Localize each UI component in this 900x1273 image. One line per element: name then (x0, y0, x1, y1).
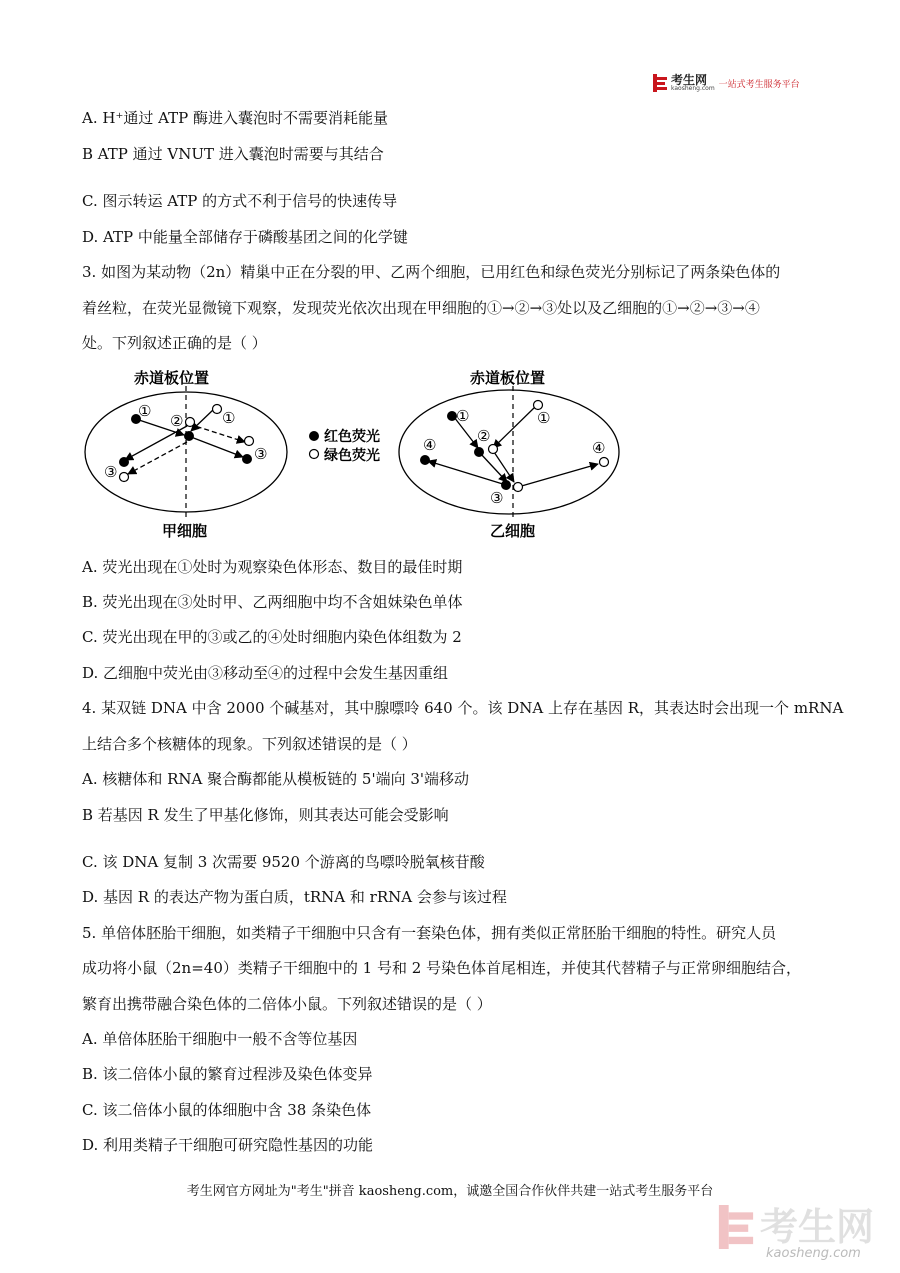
logo-icon (653, 74, 667, 92)
header-logo (653, 74, 800, 92)
legend-red-dot (309, 431, 319, 441)
q3-stem-line2: 着丝粒，在荧光显微镜下观察，发现荧光依次出现在甲细胞的①→②→③处以及乙细胞的①→②→③→④ (82, 299, 760, 317)
left-label-3b: ③ (104, 463, 118, 481)
q4-option-a: A. 核糖体和 RNA 聚合酶都能从模板链的 5'端向 3'端移动 (82, 770, 470, 788)
q5-stem-line2: 成功将小鼠（2n=40）类精子干细胞中的 1 号和 2 号染色体首尾相连，并使其代替精子与正常卵细胞结合， (82, 959, 802, 977)
plate-label-right: 赤道板位置 (470, 369, 546, 387)
q3-option-b: B. 荧光出现在③处时甲、乙两细胞中均不含姐妹染色单体 (82, 593, 463, 611)
cell-right-dots (420, 401, 609, 492)
q4-option-c: C. 该 DNA 复制 3 次需要 9520 个游离的鸟嘌呤脱氧核苷酸 (82, 853, 485, 871)
page-footer: 考生网官方网址为"考生"拼音 kaosheng.com，诚邀全国合作伙伴共建一站式考生服务平台 (186, 1184, 714, 1199)
logo-slogan: 一站式考生服务平台 (718, 79, 800, 90)
q5-stem-line3: 繁育出携带融合染色体的二倍体小鼠。下列叙述错误的是（ ） (82, 995, 492, 1013)
plate-label-left: 赤道板位置 (134, 369, 210, 387)
q5-option-b: B. 该二倍体小鼠的繁育过程涉及染色体变异 (82, 1065, 373, 1083)
q4-option-d: D. 基因 R 的表达产物为蛋白质，tRNA 和 rRNA 会参与该过程 (82, 888, 507, 906)
q3-stem-line1: 3. 如图为某动物（2n）精巢中正在分裂的甲、乙两个细胞，已用红色和绿色荧光分别标记了两条染色体的 (82, 263, 781, 281)
q3-stem-line3: 处。下列叙述正确的是（ ） (82, 334, 267, 352)
right-label-2: ② (477, 427, 491, 445)
logo-name: 考生网 (671, 73, 708, 87)
q2-option-b: B ATP 通过 VNUT 进入囊泡时需要与其结合 (82, 145, 384, 163)
left-label-2: ② (170, 412, 184, 430)
q2-option-a: A. H⁺通过 ATP 酶进入囊泡时不需要消耗能量 (82, 109, 389, 127)
legend-green-label: 绿色荧光 (324, 448, 380, 464)
right-label-4a: ④ (423, 436, 437, 454)
watermark-name: 考生网 (760, 1205, 875, 1249)
watermark-logo-icon (718, 1205, 754, 1249)
right-label-1b: ① (537, 409, 551, 427)
q5-option-c: C. 该二倍体小鼠的体细胞中含 38 条染色体 (82, 1101, 372, 1119)
legend-green-dot (310, 450, 319, 459)
q5-option-d: D. 利用类精子干细胞可研究隐性基因的功能 (82, 1136, 374, 1154)
cell-right-label: 乙细胞 (490, 522, 536, 540)
left-label-3a: ③ (254, 445, 268, 463)
q3-option-c: C. 荧光出现在甲的③或乙的④处时细胞内染色体组数为 2 (82, 628, 462, 646)
q4-option-b: B 若基因 R 发生了甲基化修饰，则其表达可能会受影响 (82, 806, 449, 824)
q3-option-a: A. 荧光出现在①处时为观察染色体形态、数目的最佳时期 (82, 558, 463, 576)
logo-domain: kaosheng.com (671, 85, 715, 92)
q5-stem-line1: 5. 单倍体胚胎干细胞，如类精子干细胞中只含有一套染色体，拥有类似正常胚胎干细胞的特性。研究人员 (82, 924, 777, 942)
q4-stem-line2: 上结合多个核糖体的现象。下列叙述错误的是（ ） (82, 735, 417, 753)
left-label-1b: ① (222, 409, 236, 427)
q2-option-c: C. 图示转运 ATP 的方式不利于信号的快速传导 (82, 192, 398, 210)
right-label-4b: ④ (592, 439, 606, 457)
watermark (718, 1205, 874, 1249)
left-label-1a: ① (138, 402, 152, 420)
right-label-3: ③ (490, 489, 504, 507)
right-label-1a: ① (456, 407, 470, 425)
legend-red-label: 红色荧光 (324, 429, 380, 445)
q3-option-d: D. 乙细胞中荧光由③移动至④的过程中会发生基因重组 (82, 664, 449, 682)
cell-division-figure (80, 364, 640, 544)
q2-option-d: D. ATP 中能量全部储存于磷酸基团之间的化学键 (82, 228, 408, 246)
watermark-domain: kaosheng.com (766, 1246, 861, 1261)
cell-left-label: 甲细胞 (162, 522, 208, 540)
q5-option-a: A. 单倍体胚胎干细胞中一般不含等位基因 (82, 1030, 358, 1048)
q4-stem-line1: 4. 某双链 DNA 中含 2000 个碱基对，其中腺嘌呤 640 个。该 DNA 上存在基因 R，其表达时会出现一个 mRNA (82, 699, 844, 717)
